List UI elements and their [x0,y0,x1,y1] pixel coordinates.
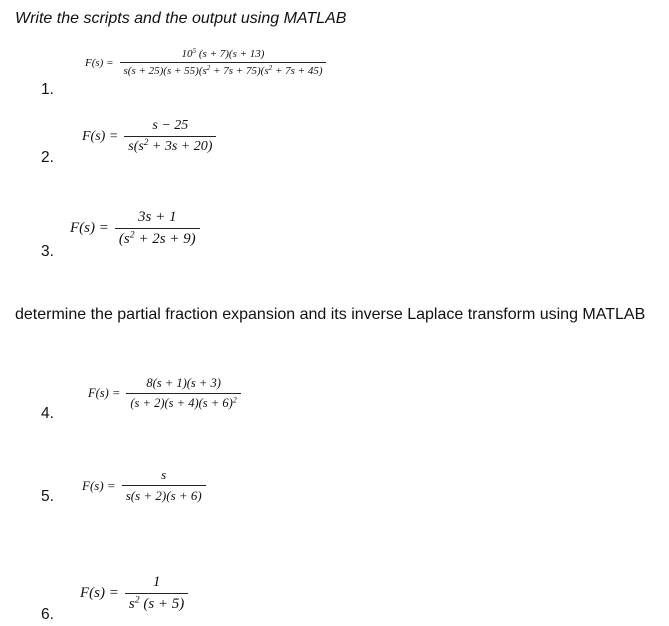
problem-number: 2. [41,149,54,166]
fraction [120,48,327,77]
denominator: $s(s^2 + 3s + 20)$ [124,136,216,155]
equation-lhs: F(s) = [82,477,116,493]
equation-lhs: F(s) = [85,56,114,69]
fraction [122,467,206,504]
heading-partial-fraction: determine the partial fraction expansion and its inverse Laplace transform using MATLAB [15,306,646,323]
fraction [124,118,216,155]
heading-scripts: Write the scripts and the output using MATLAB [15,10,347,27]
numerator: 8(s + 1)(s + 3) [146,376,221,390]
fraction [126,376,240,411]
equation-lhs: F(s) = [70,220,109,236]
denominator: $(s^2 + 2s + 9)$ [115,228,200,248]
problem-number: 6. [41,606,54,623]
fraction [115,209,200,248]
denominator: $(s + 2)(s + 4)(s + 6)^2$ [126,393,240,411]
denominator: $s^2$ (s + 5) [125,593,188,613]
equation [82,118,216,155]
fraction [125,574,188,613]
equation-lhs: F(s) = [88,386,121,400]
denominator: $s(s + 25)(s + 55)(s^2 + 7s + 75)(s^2 + 7s + 45)$ [120,62,327,77]
denominator: s(s + 2)(s + 6) [122,485,206,504]
numerator: 1 [152,574,161,590]
equation [85,48,326,77]
equation [82,467,206,504]
equation [88,376,241,411]
equation-lhs: F(s) = [80,585,119,601]
equation [70,209,200,248]
problem-number: 3. [41,243,54,260]
numerator: s − 25 [152,118,189,133]
problem-number: 5. [41,488,54,505]
numerator: s [161,467,167,482]
problem-number: 1. [41,81,54,98]
numerator: $10^5$ (s + 7)(s + 13) [181,47,265,60]
numerator: 3s + 1 [138,209,177,225]
equation-lhs: F(s) = [82,128,119,144]
equation [80,574,188,613]
problem-number: 4. [41,405,54,422]
